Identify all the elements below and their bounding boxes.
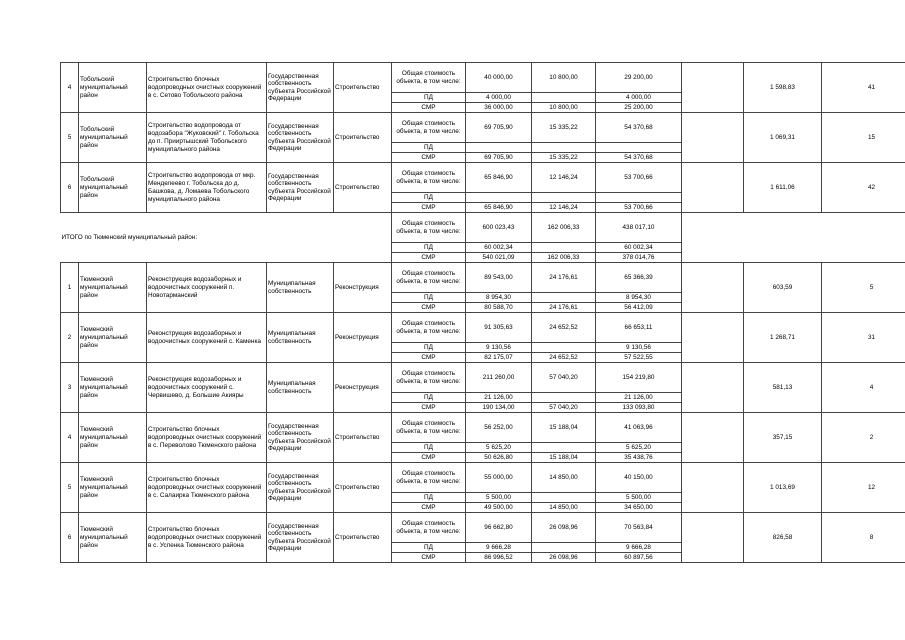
smr-value: 34 650,00	[596, 503, 682, 513]
empty-cell	[682, 363, 744, 413]
work-type-cell: Строительство	[334, 63, 392, 113]
pd-label: ПД	[392, 193, 466, 203]
pd-value	[532, 193, 596, 203]
pd-value	[596, 143, 682, 153]
row-number: 5	[61, 113, 79, 163]
smr-value: 60 897,56	[596, 553, 682, 563]
smr-value: 15 335,22	[532, 153, 596, 163]
pd-label: ПД	[392, 493, 466, 503]
total-cost-value: 56 252,00	[466, 413, 532, 443]
district-cell: Тюменский муниципальный район	[79, 263, 147, 313]
table-row	[61, 313, 905, 343]
row-number: 5	[61, 463, 79, 513]
project-name-cell: Строительство водопровода от мкр. Менделеево г. Тобольска до д. Башкова, д. Ломаева Тобольского муниципального района	[147, 163, 267, 213]
smr-label: СМР	[392, 503, 466, 513]
total-cost-value: 54 370,68	[596, 113, 682, 143]
smr-value: 12 146,24	[532, 203, 596, 213]
total-cost-label: Общая стоимость объекта, в том числе:	[392, 263, 466, 293]
project-name-cell: Строительство блочных водопроводных очистных сооружений в с. Переволово Тюменского района	[147, 413, 267, 463]
pd-value	[532, 293, 596, 303]
district-cell: Тюменский муниципальный район	[79, 413, 147, 463]
count-cell: 2	[822, 413, 905, 463]
pd-value: 4 000,00	[596, 93, 682, 103]
smr-value: 56 412,09	[596, 303, 682, 313]
pd-value	[466, 193, 532, 203]
capacity-cell: 826,58	[744, 513, 822, 563]
pd-label: ПД	[392, 293, 466, 303]
pd-value: 9 130,56	[466, 343, 532, 353]
count-cell: 8	[822, 513, 905, 563]
smr-value: 86 996,52	[466, 553, 532, 563]
ownership-cell: Государственная собственность субъекта Российской Федерации	[267, 113, 334, 163]
total-cost-value: 91 305,63	[466, 313, 532, 343]
pd-value	[466, 143, 532, 153]
total-cost-value: 24 652,52	[532, 313, 596, 343]
pd-value	[532, 343, 596, 353]
pd-label: ПД	[392, 443, 466, 453]
table-row	[61, 263, 905, 293]
capacity-cell: 1 611,06	[744, 163, 822, 213]
work-type-cell: Реконструкция	[334, 363, 392, 413]
total-cost-label: Общая стоимость объекта, в том числе:	[392, 363, 466, 393]
subtotal-row	[61, 213, 905, 243]
total-cost-label: Общая стоимость объекта, в том числе:	[392, 63, 466, 93]
total-cost-label: Общая стоимость объекта, в том числе:	[392, 213, 466, 243]
work-type-cell: Строительство	[334, 113, 392, 163]
smr-value: 49 500,00	[466, 503, 532, 513]
subtotal-pd-value: 60 002,34	[466, 243, 532, 253]
pd-value	[532, 143, 596, 153]
work-type-cell: Строительство	[334, 163, 392, 213]
pd-value: 5 625,20	[466, 443, 532, 453]
smr-value: 24 176,61	[532, 303, 596, 313]
smr-value: 24 652,52	[532, 353, 596, 363]
pd-value	[596, 193, 682, 203]
capacity-cell: 1 598,83	[744, 63, 822, 113]
total-cost-value: 14 850,00	[532, 463, 596, 493]
pd-value: 21 126,00	[596, 393, 682, 403]
total-cost-value: 10 800,00	[532, 63, 596, 93]
blank-cell	[682, 213, 905, 263]
project-name-cell: Реконструкция водозаборных и водоочистных сооружений с. Червишево, д. Большие Акияры	[147, 363, 267, 413]
smr-value: 25 200,00	[596, 103, 682, 113]
subtotal-pd-value	[532, 243, 596, 253]
total-cost-value: 29 200,00	[596, 63, 682, 93]
capacity-cell: 1 268,71	[744, 313, 822, 363]
total-cost-label: Общая стоимость объекта, в том числе:	[392, 513, 466, 543]
project-name-cell: Строительство блочных водопроводных очистных сооружений в с. Салаирка Тюменского района	[147, 463, 267, 513]
district-cell: Тюменский муниципальный район	[79, 463, 147, 513]
total-cost-value: 12 146,24	[532, 163, 596, 193]
smr-value: 35 438,76	[596, 453, 682, 463]
row-number: 4	[61, 63, 79, 113]
work-type-cell: Реконструкция	[334, 263, 392, 313]
total-cost-label: Общая стоимость объекта, в том числе:	[392, 313, 466, 343]
empty-cell	[682, 513, 744, 563]
empty-cell	[682, 63, 744, 113]
smr-value: 80 588,70	[466, 303, 532, 313]
ownership-cell: Муниципальная собственность	[267, 313, 334, 363]
smr-value: 14 850,00	[532, 503, 596, 513]
total-cost-label: Общая стоимость объекта, в том числе:	[392, 113, 466, 143]
total-cost-value: 15 335,22	[532, 113, 596, 143]
total-cost-value: 41 063,96	[596, 413, 682, 443]
total-cost-value: 211 260,00	[466, 363, 532, 393]
total-cost-value: 57 040,20	[532, 363, 596, 393]
total-cost-value: 26 098,96	[532, 513, 596, 543]
capacity-cell: 357,15	[744, 413, 822, 463]
total-cost-value: 40 150,00	[596, 463, 682, 493]
pd-value: 8 954,30	[466, 293, 532, 303]
smr-value: 26 098,96	[532, 553, 596, 563]
pd-value: 8 954,30	[596, 293, 682, 303]
total-cost-value: 15 188,04	[532, 413, 596, 443]
project-name-cell: Реконструкция водозаборных и водоочистных сооружений п. Новотарманский	[147, 263, 267, 313]
count-cell: 12	[822, 463, 905, 513]
table-row	[61, 363, 905, 393]
total-cost-value: 40 000,00	[466, 63, 532, 93]
smr-value: 133 093,80	[596, 403, 682, 413]
ownership-cell: Муниципальная собственность	[267, 363, 334, 413]
table-row	[61, 63, 905, 93]
capacity-cell: 1 069,31	[744, 113, 822, 163]
smr-value: 15 188,04	[532, 453, 596, 463]
total-cost-value: 89 543,00	[466, 263, 532, 293]
empty-cell	[682, 413, 744, 463]
ownership-cell: Государственная собственность субъекта Российской Федерации	[267, 463, 334, 513]
table-row	[61, 513, 905, 543]
smr-label: СМР	[392, 553, 466, 563]
pd-value	[532, 93, 596, 103]
total-cost-value: 24 176,61	[532, 263, 596, 293]
ownership-cell: Государственная собственность субъекта Российской Федерации	[267, 413, 334, 463]
capacity-cell: 603,59	[744, 263, 822, 313]
row-number: 6	[61, 163, 79, 213]
project-name-cell: Реконструкция водозаборных и водоочистных сооружений с. Каменка	[147, 313, 267, 363]
empty-cell	[682, 313, 744, 363]
ownership-cell: Государственная собственность субъекта Российской Федерации	[267, 163, 334, 213]
empty-cell	[682, 113, 744, 163]
pd-value: 4 000,00	[466, 93, 532, 103]
pd-label: ПД	[392, 393, 466, 403]
empty-cell	[682, 263, 744, 313]
smr-value: 69 705,90	[466, 153, 532, 163]
smr-label: СМР	[392, 253, 466, 263]
row-number: 1	[61, 263, 79, 313]
total-cost-value: 65 846,90	[466, 163, 532, 193]
smr-label: СМР	[392, 153, 466, 163]
pd-value: 5 500,00	[596, 493, 682, 503]
pd-label: ПД	[392, 243, 466, 253]
count-cell: 42	[822, 163, 905, 213]
project-name-cell: Строительство блочных водопроводных очистных сооружений в с. Успенка Тюменского района	[147, 513, 267, 563]
pd-value: 9 130,56	[596, 343, 682, 353]
work-type-cell: Реконструкция	[334, 313, 392, 363]
total-cost-label: Общая стоимость объекта, в том числе:	[392, 463, 466, 493]
count-cell: 41	[822, 63, 905, 113]
district-cell: Тюменский муниципальный район	[79, 513, 147, 563]
row-number: 2	[61, 313, 79, 363]
subtotal-label: ИТОГО по Тюменский муниципальный район:	[61, 233, 198, 241]
count-cell: 4	[822, 363, 905, 413]
smr-value: 54 370,68	[596, 153, 682, 163]
smr-label: СМР	[392, 203, 466, 213]
subtotal-total-value: 600 023,43	[466, 213, 532, 243]
total-cost-label: Общая стоимость объекта, в том числе:	[392, 413, 466, 443]
ownership-cell: Государственная собственность субъекта Российской Федерации	[267, 63, 334, 113]
smr-value: 65 846,90	[466, 203, 532, 213]
smr-value: 57 040,20	[532, 403, 596, 413]
row-number: 3	[61, 363, 79, 413]
total-cost-value: 154 219,80	[596, 363, 682, 393]
capacity-cell: 581,13	[744, 363, 822, 413]
smr-value: 50 626,80	[466, 453, 532, 463]
pd-label: ПД	[392, 343, 466, 353]
count-cell: 31	[822, 313, 905, 363]
pd-value	[532, 443, 596, 453]
total-cost-label: Общая стоимость объекта, в том числе:	[392, 163, 466, 193]
smr-label: СМР	[392, 453, 466, 463]
row-number: 4	[61, 413, 79, 463]
work-type-cell: Строительство	[334, 463, 392, 513]
table-row	[61, 113, 905, 143]
count-cell: 5	[822, 263, 905, 313]
district-cell: Тобольский муниципальный район	[79, 63, 147, 113]
row-number: 6	[61, 513, 79, 563]
district-cell: Тобольский муниципальный район	[79, 163, 147, 213]
pd-value: 9 666,28	[466, 543, 532, 553]
pd-value: 21 126,00	[466, 393, 532, 403]
table-row	[61, 163, 905, 193]
smr-value: 53 700,66	[596, 203, 682, 213]
district-cell: Тюменский муниципальный район	[79, 313, 147, 363]
smr-label: СМР	[392, 403, 466, 413]
document-sheet	[60, 62, 901, 563]
count-cell: 15	[822, 113, 905, 163]
total-cost-value: 65 366,39	[596, 263, 682, 293]
district-cell: Тобольский муниципальный район	[79, 113, 147, 163]
pd-value	[532, 493, 596, 503]
pd-value: 9 666,28	[596, 543, 682, 553]
pd-value	[532, 393, 596, 403]
pd-label: ПД	[392, 143, 466, 153]
empty-cell	[682, 163, 744, 213]
ownership-cell: Государственная собственность субъекта Российской Федерации	[267, 513, 334, 563]
investment-table	[60, 62, 905, 563]
subtotal-smr-value: 162 006,33	[532, 253, 596, 263]
total-cost-value: 53 700,66	[596, 163, 682, 193]
pd-value: 5 500,00	[466, 493, 532, 503]
empty-cell	[682, 463, 744, 513]
smr-label: СМР	[392, 353, 466, 363]
total-cost-value: 69 705,90	[466, 113, 532, 143]
subtotal-total-value: 438 017,10	[596, 213, 682, 243]
smr-value: 10 800,00	[532, 103, 596, 113]
subtotal-smr-value: 378 014,76	[596, 253, 682, 263]
district-cell: Тюменский муниципальный район	[79, 363, 147, 413]
pd-label: ПД	[392, 93, 466, 103]
project-name-cell: Строительство блочных водопроводных очистных сооружений в с. Сетово Тобольского района	[147, 63, 267, 113]
smr-label: СМР	[392, 103, 466, 113]
subtotal-pd-value: 60 002,34	[596, 243, 682, 253]
total-cost-value: 70 563,84	[596, 513, 682, 543]
subtotal-smr-value: 540 021,09	[466, 253, 532, 263]
pd-value	[532, 543, 596, 553]
table-row	[61, 413, 905, 443]
pd-value: 5 625,20	[596, 443, 682, 453]
total-cost-value: 96 662,80	[466, 513, 532, 543]
smr-label: СМР	[392, 303, 466, 313]
total-cost-value: 66 653,11	[596, 313, 682, 343]
smr-value: 57 522,55	[596, 353, 682, 363]
smr-value: 36 000,00	[466, 103, 532, 113]
table-row	[61, 463, 905, 493]
smr-value: 82 175,07	[466, 353, 532, 363]
smr-value: 190 134,00	[466, 403, 532, 413]
capacity-cell: 1 013,69	[744, 463, 822, 513]
work-type-cell: Строительство	[334, 513, 392, 563]
pd-label: ПД	[392, 543, 466, 553]
subtotal-total-value: 162 006,33	[532, 213, 596, 243]
work-type-cell: Строительство	[334, 413, 392, 463]
project-name-cell: Строительство водопровода от водозабора "Жуковский" г. Тобольска до п. Прииртышский Тобольского муниципального района	[147, 113, 267, 163]
ownership-cell: Муниципальная собственность	[267, 263, 334, 313]
total-cost-value: 55 000,00	[466, 463, 532, 493]
